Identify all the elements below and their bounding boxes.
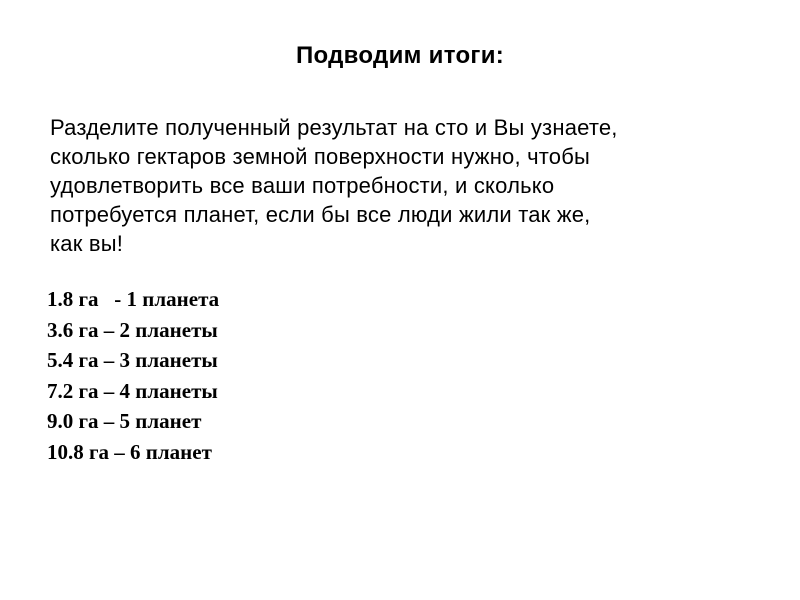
- paragraph-line: сколько гектаров земной поверхности нужно, чтобы: [50, 144, 591, 169]
- list-item: 10.8 га – 6 планет: [47, 439, 212, 464]
- paragraph-line: как вы!: [50, 231, 124, 256]
- list-item: 1.8 га - 1 планета: [47, 287, 220, 311]
- list-item: 3.6 га – 2 планеты: [47, 317, 218, 342]
- hectare-planet-list: [47, 284, 447, 467]
- list-item: 9.0 га – 5 планет: [47, 409, 202, 433]
- list-item: 5.4 га – 3 планеты: [47, 348, 218, 372]
- instruction-paragraph: [50, 113, 750, 258]
- paragraph-line: Разделите полученный результат на сто и Вы узнаете,: [50, 115, 618, 140]
- list-item: 7.2 га – 4 планеты: [47, 378, 218, 403]
- paragraph-line: потребуется планет, если бы все люди жили так же,: [50, 202, 591, 227]
- paragraph-line: удовлетворить все ваши потребности, и сколько: [50, 173, 555, 198]
- slide-title: Подводим итоги:: [295, 42, 505, 69]
